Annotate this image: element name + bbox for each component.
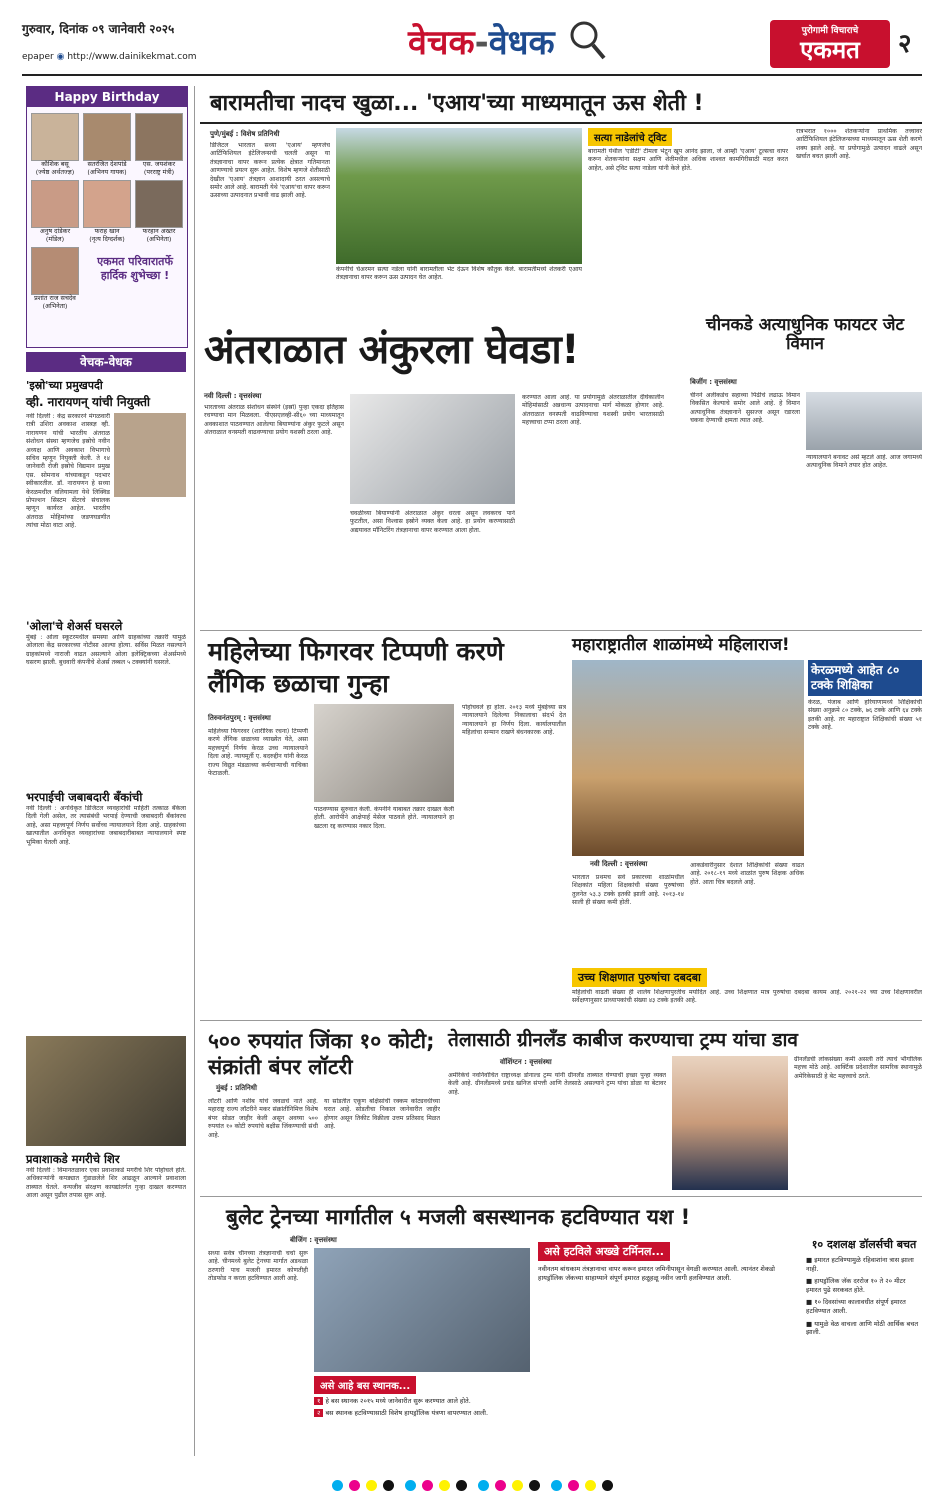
- section-title-left: वेचक: [408, 23, 475, 63]
- birthday-person: सतरंजित देशपांडे (अभिनय गायक): [83, 113, 131, 176]
- story-title: प्रवाशाकडे मगरीचे शिर: [26, 1152, 120, 1166]
- savings-item: ■ हायड्रॉलिक जॅक दररोज १० ते २० मीटर इमारत पुढे सरकवत होते.: [806, 1277, 906, 1294]
- story-title: भरपाईची जबाबदारी बँकांची: [26, 790, 143, 804]
- story-body: नवी दिल्ली : अनधिकृत डिजिटल व्यवहारांची माहिती तत्काळ बँकेला दिली गेली असेल, तर त्यासंबंधी भरपाई देण्याची जबाबदारी बँकांवरच आहे, असा महत्त्वपूर्ण निर्णय सर्वोच्च न्यायालयाने दिला आहे. ग्राहकांच्या खात्यातील अनधिकृत व्यवहारांच्या जबाबदारीबाबत न्यायालयाने स्पष्ट भूमिका घेतली आहे.: [26, 805, 186, 846]
- birthday-person: प्रशांत राज सचदेव (अभिनेता): [31, 247, 79, 310]
- section-rule: [200, 1196, 922, 1197]
- article-body: या सोडतीत एकूण बक्षिसांची रक्कम कोट्यवधींच्या घरात आहे. सोडतीचा निकाल जानेवारीत जाहीर होणार असून तिकीट विक्रीला उत्तम प्रतिसाद मिळत आहे.: [324, 1098, 440, 1131]
- lottery-headline: ५०० रुपयांत जिंका १० कोटी; संक्रांती बंपर लॉटरी: [208, 1029, 435, 1079]
- tweet-label: सत्या नाडेलांचे ट्विट: [588, 128, 672, 146]
- box-title: असे हटविले अख्खे टर्मिनल...: [538, 1242, 670, 1261]
- article-body: सध्या सर्वत्र चीनच्या तंत्रज्ञानाची चर्चा सुरू आहे. चीनमध्ये बुलेट ट्रेनच्या मार्गात अडथळा ठरणारी पाच मजली इमारत कोणतीही तोडफोड न करता हटविण्यात आली आहे.: [208, 1250, 308, 1283]
- office-photo: [314, 704, 454, 802]
- byline: बिजींग : वृत्तसंस्था: [690, 378, 737, 386]
- savings-item: ■ इमारत हटविण्यामुळे रहिवाशांना त्रास झाला नाही.: [806, 1256, 914, 1273]
- byline: नवी दिल्ली : वृत्तसंस्था: [204, 392, 262, 400]
- byline: नवी दिल्ली : वृत्तसंस्था: [590, 860, 648, 868]
- schools-headline: महाराष्ट्रातील शाळांमध्ये महिलाराज!: [572, 635, 790, 655]
- savings-item: ■ १० दिवसांच्या कालावधीत संपूर्ण इमारत हटविण्यात आली.: [806, 1298, 906, 1315]
- banner-body: महिलांची वाढती संख्या ही शालेय शिक्षणापुरतीच मर्यादित आहे. उच्च शिक्षणात मात्र पुरुषांचा दबदबा कायम आहे. २०२१-२२ च्या उच्च शिक्षणावरील सर्वेक्षणानुसार प्राध्यापकांची संख्या ४३ टक्के इतकी आहे.: [572, 989, 922, 1005]
- article-body: करण्यात आला आहे. या प्रयोगामुळे अंतराळातील दीर्घकालीन मोहिमांसाठी अन्नधान्य उत्पादनाचा मार्ग मोकळा होणार आहे. अंतराळात वनस्पती वाढविण्याचा यशस्वी प्रयोग भारतासाठी महत्त्वाचा टप्पा ठरला आहे.: [522, 394, 664, 427]
- section-rule: [200, 630, 922, 631]
- avatar: [83, 113, 131, 161]
- note-item: २ बस स्थानक हटविण्यासाठी विशेष हायड्रॉलिक यंत्रणा वापरण्यात आली.: [314, 1409, 530, 1418]
- portrait-photo: [114, 413, 186, 497]
- birthday-box: [26, 86, 188, 348]
- avatar: [135, 113, 183, 161]
- jet-photo: [806, 392, 922, 450]
- kerala-title: केरळमध्ये आहेत ८० टक्के शिक्षिका: [808, 660, 922, 696]
- birthday-person: अनुष दांडेकर (मॉडेल): [31, 180, 79, 243]
- article-body: आकडेवारीनुसार देशात शिक्षिकांची संख्या वाढत आहे. २०१८-१९ मध्ये शाळांत पुरुष शिक्षक अधिक होते. आता चित्र बदलले आहे.: [690, 862, 804, 886]
- epaper-line[interactable]: [22, 52, 196, 62]
- masthead: [0, 0, 945, 78]
- paper-logo: [770, 20, 890, 68]
- article-body: अमेरिकेचे नवनिर्वाचित राष्ट्राध्यक्ष डोनाल्ड ट्रम्प यांनी ग्रीनलँड ताब्यात घेण्याची इच्छा पुन्हा व्यक्त केली आहे. ग्रीनलँडमध्ये प्रचंड खनिज संपत्ती आणि तेलसाठे असल्याने ट्रम्प यांचा डोळा या बेटावर आहे.: [448, 1072, 666, 1096]
- note-item: १ हे बस स्थानक २०१५ मध्ये जानेवारीत सुरू करण्यात आले होते.: [314, 1397, 530, 1406]
- article-body: रात्रभरात १००० शेतकऱ्यांना प्राथमिक तत्त्वावर आर्टिफिशियल इंटेलिजन्सच्या माध्यमातून ऊस शेती करणे शक्य झाले आहे. या प्रयोगामुळे उत्पादन वाढले असून खर्चात बचत झाली आहे.: [796, 128, 922, 161]
- side-column: [26, 378, 186, 1337]
- trump-headline: तेलासाठी ग्रीनलँड काबीज करण्याचा ट्रम्प यांचा डाव: [448, 1029, 798, 1051]
- birthday-grid: [31, 113, 183, 310]
- article-body: पाठवण्यास सुरुवात केली. कंपनीने याबाबत तक्रार दाखल केली होती. आरोपीने आक्षेपार्ह मेसेज पाठवले होते. न्यायालयाने हा खटला रद्द करण्यास नकार दिला.: [314, 806, 454, 830]
- paper-name: एकमत: [800, 36, 860, 64]
- china-headline: चीनकडे अत्याधुनिक फायटर जेट विमान: [705, 315, 905, 354]
- space-headline: अंतराळात अंकुरला घेवडा!: [204, 327, 579, 373]
- terminal-photo: [314, 1248, 530, 1372]
- section-title-right: वेधक: [488, 23, 555, 63]
- savings-box: [806, 1238, 922, 1337]
- avatar: [31, 180, 79, 228]
- side-section-header: वेचक-वेधक: [26, 352, 186, 372]
- globe-icon: ◉: [56, 52, 65, 62]
- story-body: मुंबई : ओला स्कूटरमधील समस्या आणि ग्राहकांच्या तक्रारी यामुळे ओलाला केंद्र सरकारच्या नोटीसा आल्या होत्या. सर्विस मिळत नसल्याने ग्राहकांमध्ये नाराजी वाढत असल्याने ओला इलेक्ट्रिकच्या शेअर्समध्ये घसरण झाली. बुधवारी कंपनीचे शेअर्स तब्बल ५ टक्क्यांनी घसरले.: [26, 634, 186, 667]
- paper-tagline: पुरोगामी विचाराचे: [801, 26, 859, 36]
- magnifier-icon: [567, 18, 607, 71]
- article-body: न्यायालयाने बनावट असे म्हटले आहे. आज जगामध्ये अत्याधुनिक विमाने तयार होत आहेत.: [806, 454, 922, 470]
- byline: मुंबई : प्रतिनिधी: [216, 1084, 257, 1092]
- bullet-headline: बुलेट ट्रेनच्या मार्गातील ५ मजली बसस्थानक हटविण्यात यश !: [226, 1205, 691, 1229]
- article-body: चीनने अलीकडेच सहाव्या पिढीचे लढाऊ विमान विकसित केल्याचे समोर आले आहे. हे विमान अत्याधुनिक तंत्रज्ञानाने सुसज्ज असून रडारला चकवा देण्याची क्षमता त्यात आहे.: [690, 392, 800, 425]
- higher-ed-banner: [572, 966, 922, 1019]
- article-body: महिलेच्या फिगरवर (शारीरिक रचना) टिप्पणी करणे लैंगिक छळाच्या व्याख्येत येते, असा महत्त्वपूर्ण निर्णय केरळ उच्च न्यायालयाने दिला आहे. न्यायमूर्ती ए. बदरुद्दीन यांनी केरळ राज्य विद्युत मंडळाच्या कर्मचाऱ्याची याचिका फेटाळली.: [208, 728, 308, 778]
- birthday-person: एस. जयशंकर (परराष्ट्र मंत्री): [135, 113, 183, 176]
- crocodile-photo: [26, 1036, 186, 1146]
- column-divider: [194, 86, 195, 1456]
- photo-caption: असे आहे बस स्थानक...: [314, 1376, 416, 1394]
- avatar: [31, 113, 79, 161]
- lead-rule: [200, 122, 922, 124]
- bus-station-box: [314, 1374, 530, 1417]
- epaper-label: epaper: [22, 52, 54, 62]
- story-title: व्ही. नारायणन् यांची नियुक्ती: [26, 395, 151, 409]
- article-body: पोहोचवले हा होता. २०१३ मध्ये मुंबईच्या सत्र न्यायालयाने दिलेल्या निकालाचा संदर्भ देत न्यायालयाने हा निर्णय दिला. कार्यालयातील महिलांचा सन्मान राखणे बंधनकारक आहे.: [462, 704, 566, 737]
- story-title: 'ओला'चे शेअर्स घसरले: [26, 619, 123, 633]
- savings-title: १० दशलक्ष डॉलर्सची बचत: [811, 1238, 917, 1251]
- savings-item: ■ यामुळे वेळ वाचला आणि मोठी आर्थिक बचत झाली.: [806, 1319, 919, 1337]
- trump-photo: [672, 1056, 788, 1190]
- section-rule: [200, 1020, 922, 1021]
- photo-caption: कंपनीचे चेअरमन सत्या नडेला यांनी बारामतीला भेट देऊन विशेष कौतुक केले. बारामतीमध्ये शेतकरी एआय तंत्रज्ञानाचा वापर करून ऊस उत्पादन घेत आहेत.: [336, 266, 582, 282]
- birthday-title: Happy Birthday: [27, 87, 187, 107]
- avatar: [135, 180, 183, 228]
- page-number: २: [898, 29, 912, 59]
- sprout-photo: [350, 394, 515, 504]
- article-body: डिजिटल भारतात सध्या 'एआय' म्हणजेच आर्टिफिशियल इंटेलिजन्सची चलती असून या तंत्रज्ञानाचा वापर करून प्रत्येक क्षेत्रात गतिमानता आणण्याचे प्रयत्न सुरू आहेत. विशेष म्हणजे शेतीसाठी देखील 'एआय' तंत्रज्ञान आशादायी ठरत असल्याचे समोर आले आहे. बारामती येथे 'एआय'चा वापर करून ऊसाच्या उत्पादनात प्रभावी वाढ झाली आहे.: [210, 142, 330, 200]
- issue-date: गुरुवार, दिनांक ०९ जानेवारी २०२५: [22, 22, 175, 36]
- classroom-photo: [572, 660, 804, 856]
- avatar: [31, 247, 79, 295]
- article-body: भारताच्या अंतराळ संशोधन संस्थेने (इस्रो) पुन्हा एकदा इतिहास रचण्याचा मान मिळवला. पीएसएलव्ही-सी६० च्या माध्यमातून अवकाशात पाठवण्यात आलेल्या बियाण्यांना अंकुर फुटले असून अंतराळात वनस्पती वाढवण्याचा प्रयोग यशस्वी ठरला आहे.: [204, 404, 344, 437]
- story-kicker: 'इस्रो'च्या प्रमुखपदी: [26, 379, 103, 392]
- kerala-box: [808, 660, 922, 929]
- section-title: वेचक-वेधक: [408, 18, 607, 71]
- byline: तिरुवनंतपुरम् : वृत्तसंस्था: [208, 714, 271, 722]
- birthday-person: फराह खान (नृत्य दिग्दर्शक): [83, 180, 131, 243]
- byline: वॉशिंग्टन : वृत्तसंस्था: [500, 1058, 552, 1066]
- birthday-person: कौशिक बसू (ज्येष्ठ अर्थतज्ज्ञ): [31, 113, 79, 176]
- sugarcane-photo: [336, 128, 582, 264]
- women-headline: महिलेच्या फिगरवर टिप्पणी करणे लैंगिक छळाचा गुन्हा: [208, 637, 504, 698]
- masthead-rule: [22, 74, 922, 76]
- story-body: नवी दिल्ली : केंद्र सरकारने मंगळवारी रात्री उशिरा अवकाश शास्त्रज्ञ व्ही. नारायणन यांची भारतीय अंतराळ संशोधन संस्था म्हणजेच इस्रोचे नवीन अध्यक्ष आणि अवकाश विभागाचे सचिव म्हणून नियुक्ती केली. ते १४ जानेवारी रोजी इस्रोचे विद्यमान प्रमुख एस. सोमनाथ यांच्याकडून पदभार स्वीकारतील. डॉ. नारायणन हे सध्या केरळमधील वलियामला येथे लिक्विड प्रोपल्शन सिस्टम सेंटरचे संचालक म्हणून कार्यरत आहेत. भारतीय अंतराळ मोहिमांच्या जडणघडणीत त्यांचा मोठा वाटा आहे.: [26, 413, 110, 530]
- article-body: बारामती येथील 'एडीटी' टीमला भेटून खूप आनंद झाला, जे आम्ही 'एआय' टूल्सचा वापर करून शेतकऱ्यांना सक्षम आणि शेतीमधील अधिक शाश्वत कामगिरीसाठी मदत करत आहेत, असे ट्विट सत्या नाडेला यांनी केले होते.: [588, 148, 788, 172]
- article-body: ग्रीनलँडची लोकसंख्या कमी असली तरी त्याचे भौगोलिक महत्त्व मोठे आहे. आर्क्टिक प्रदेशातील सामरिक स्थानामुळे अमेरिकेसाठी हे बेट महत्त्वाचे ठरते.: [794, 1056, 922, 1080]
- birthday-person: फरहान अख्तर (अभिनेता): [135, 180, 183, 243]
- website-link[interactable]: http://www.dainikekmat.com: [67, 52, 197, 62]
- article-body: भारतात प्रथमच सर्व प्रकारच्या शाळांमधील शिक्षकांत महिला शिक्षकांची संख्या पुरुषांच्या तुलनेत ५३.३ टक्के इतकी झाली आहे. २०१३-१४ साली ही संख्या कमी होती.: [572, 874, 684, 907]
- box-body: नवीनतम बांधकाम तंत्रज्ञानाचा वापर करून इमारत जमिनीपासून वेगळी करण्यात आली. त्यानंतर शेकडो हायड्रॉलिक जॅकच्या साहाय्याने संपूर्ण इमारत हळूहळू नवीन जागी हलविण्यात आली.: [538, 1265, 775, 1282]
- article-body: चवळीच्या बियाण्यांनी अंतराळात अंकुर धरला असून लवकरच पाने फुटतील, असा विश्वास इस्रोने व्यक्त केला आहे. हा प्रयोग करण्यासाठी अद्ययावत मॉनिटरिंग तंत्रज्ञानाचा वापर करण्यात आला होता.: [350, 510, 515, 534]
- byline: बीजिंग : वृत्तसंस्था: [290, 1236, 337, 1244]
- lead-headline: बारामतीचा नादच खुळा... 'एआय'च्या माध्यमातून ऊस शेती !: [210, 91, 704, 116]
- birthday-wish: एकमत परिवारातर्फे हार्दिक शुभेच्छा !: [97, 255, 173, 282]
- byline: पुणे/मुंबई : विशेष प्रतिनिधी: [210, 130, 280, 138]
- avatar: [83, 180, 131, 228]
- color-registration-strip: [0, 1476, 945, 1490]
- banner-title: उच्च शिक्षणात पुरुषांचा दबदबा: [572, 968, 707, 987]
- story-body: नवी दिल्ली : विमानतळावर एका प्रवाशाकडे मगरीचे शिर पोहोचले होते. अधिकाऱ्यांनी कपड्यात गुंडाळलेले शिर आढळून आल्याने प्रवाशाला ताब्यात घेतले. वन्यजीव संरक्षण कायद्यांतर्गत गुन्हा दाखल करण्यात आला असून पुढील तपास सुरू आहे.: [26, 1167, 186, 1200]
- article-body: लॉटरी आणि नशीब यांचे जवळचे नाते आहे. महाराष्ट्र राज्य लॉटरीने मकर संक्रांतीनिमित्त विशेष बंपर सोडत जाहीर केली असून अवघ्या ५०० रुपयांत १० कोटी रुपयांचे बक्षीस जिंकण्याची संधी आहे.: [208, 1098, 318, 1139]
- how-moved-box: [538, 1240, 800, 1425]
- kerala-body: केरळ, पंजाब आणि हरियाणामध्ये शिक्षिकांची संख्या अनुक्रमे ८० टक्के, ७६ टक्के आणि ६४ टक्के इतकी आहे. तर महाराष्ट्रात शिक्षिकांची संख्या ५१ टक्के आहे.: [808, 699, 922, 732]
